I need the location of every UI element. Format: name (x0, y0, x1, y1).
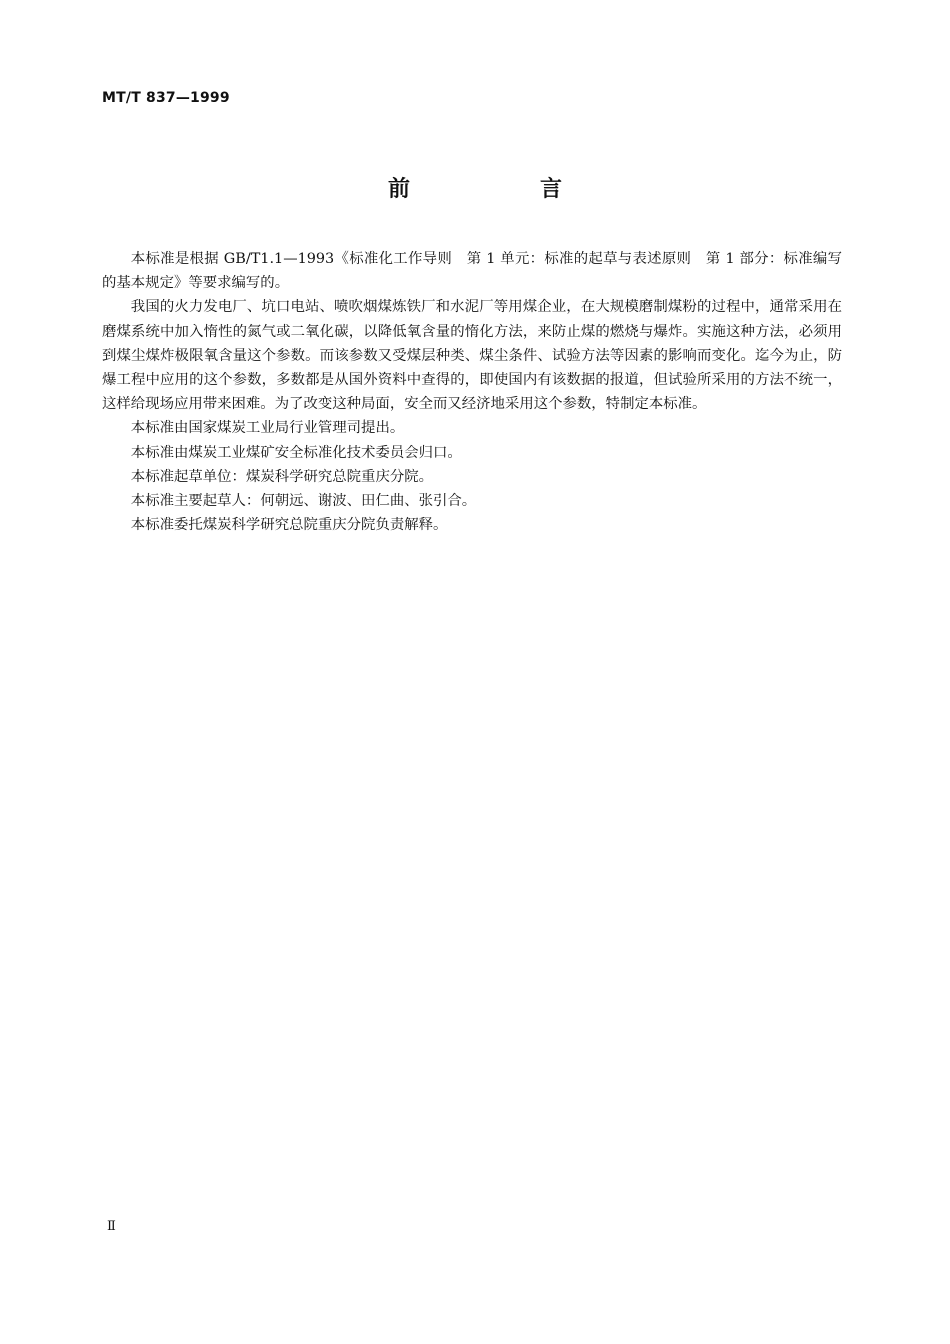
paragraph-background: 我国的火力发电厂、坑口电站、喷吹烟煤炼铁厂和水泥厂等用煤企业，在大规模磨制煤粉的过程中，通常采用在磨煤系统中加入惰性的氮气或二氧化碳，以降低氧含量的惰化方法，来防止煤的燃烧与爆炸。实施这种方法，必须用到煤尘煤炸极限氧含量这个参数。而该参数又受煤层种类、煤尘条件、试验方法等因素的影响而变化。迄今为止，防爆工程中应用的这个参数，多数都是从国外资料中查得的，即使国内有该数据的报道，但试验所采用的方法不统一，这样给现场应用带来困难。为了改变这种局面，安全而又经济地采用这个参数，特制定本标准。 (102, 299, 842, 413)
paragraph-drafters: 本标准主要起草人：何朝远、谢波、田仁曲、张引合。 (130, 493, 477, 510)
page-number: Ⅱ (107, 1219, 116, 1234)
paragraph-interpretation: 本标准委托煤炭科学研究总院重庆分院负责解释。 (130, 517, 448, 534)
paragraph-drafting-unit: 本标准起草单位：煤炭科学研究总院重庆分院。 (130, 468, 434, 485)
paragraph-basis: 本标准是根据 GB/T1.1—1993《标准化工作导则 第 1 单元：标准的起草与表述原则 第 1 部分：标准编写的基本规定》等要求编写的。 (102, 251, 842, 292)
page-title: 前 言 (387, 177, 616, 202)
foreword-body (102, 247, 842, 537)
paragraph-administrator: 本标准由煤炭工业煤矿安全标准化技术委员会归口。 (130, 444, 462, 461)
standard-code: MT/T 837—1999 (102, 90, 230, 106)
paragraph-proposer: 本标准由国家煤炭工业局行业管理司提出。 (130, 420, 405, 437)
